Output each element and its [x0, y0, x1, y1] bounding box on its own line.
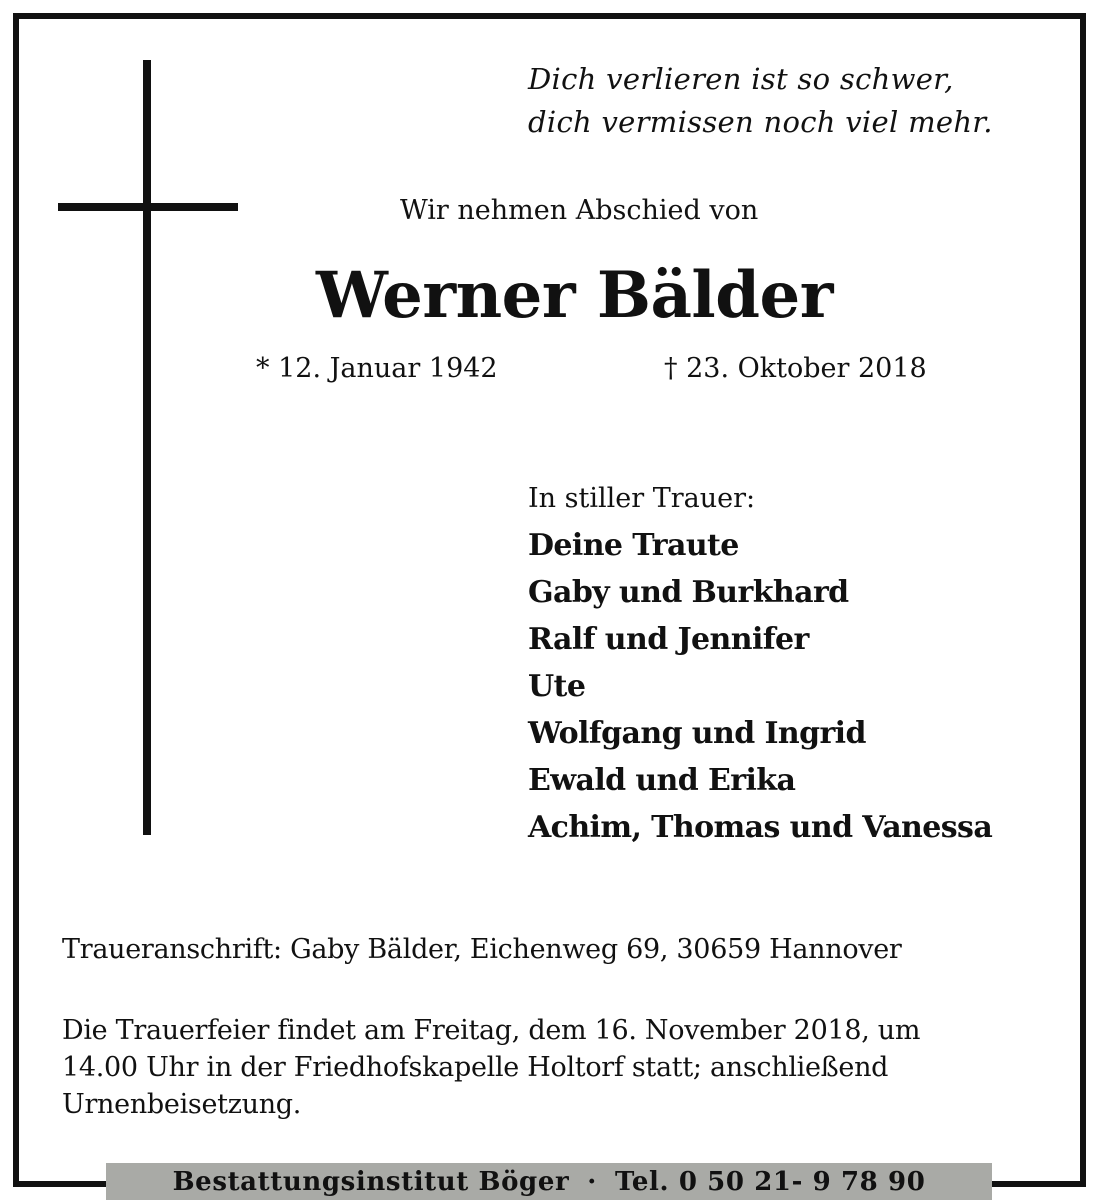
- ceremony-line-3: Urnenbeisetzung.: [62, 1089, 302, 1120]
- quote-line-1: Dich verlieren ist so schwer,: [528, 62, 954, 96]
- mourner-entry: Deine Traute: [528, 528, 739, 563]
- death-date: † 23. Oktober 2018: [664, 353, 927, 384]
- condolence-address: Traueranschrift: Gaby Bälder, Eichenweg 69, 30659 Hannover: [62, 934, 902, 965]
- mourning-label: In stiller Trauer:: [528, 483, 756, 514]
- quote-line-2: dich vermissen noch viel mehr.: [528, 105, 993, 139]
- mourner-entry: Gaby und Burkhard: [528, 575, 849, 610]
- birth-date: * 12. Januar 1942: [256, 353, 498, 384]
- ceremony-line-1: Die Trauerfeier findet am Freitag, dem 16. November 2018, um: [62, 1015, 921, 1046]
- funeral-home-phone: Tel. 0 50 21- 9 78 90: [614, 1166, 926, 1197]
- mourner-entry: Ute: [528, 669, 586, 704]
- farewell-intro: Wir nehmen Abschied von: [400, 195, 759, 226]
- funeral-ceremony-info: [62, 1012, 1042, 1123]
- memorial-quote: [528, 58, 993, 144]
- mourner-entry: Wolfgang und Ingrid: [528, 716, 866, 751]
- footer-separator: ·: [587, 1166, 597, 1197]
- cross-icon-vertical-beam: [143, 60, 151, 835]
- mourner-entry: Ralf und Jennifer: [528, 622, 809, 657]
- mourner-entry: Achim, Thomas und Vanessa: [528, 810, 993, 845]
- ceremony-line-2: 14.00 Uhr in der Friedhofskapelle Holtorf statt; anschließend: [62, 1052, 889, 1083]
- mourner-entry: Ewald und Erika: [528, 763, 796, 798]
- mourners-list: [528, 522, 992, 851]
- funeral-home-name: Bestattungsinstitut Böger: [172, 1166, 570, 1197]
- funeral-home-footer: [106, 1163, 992, 1200]
- cross-icon-horizontal-beam: [58, 203, 238, 211]
- deceased-name: Werner Bälder: [316, 258, 833, 333]
